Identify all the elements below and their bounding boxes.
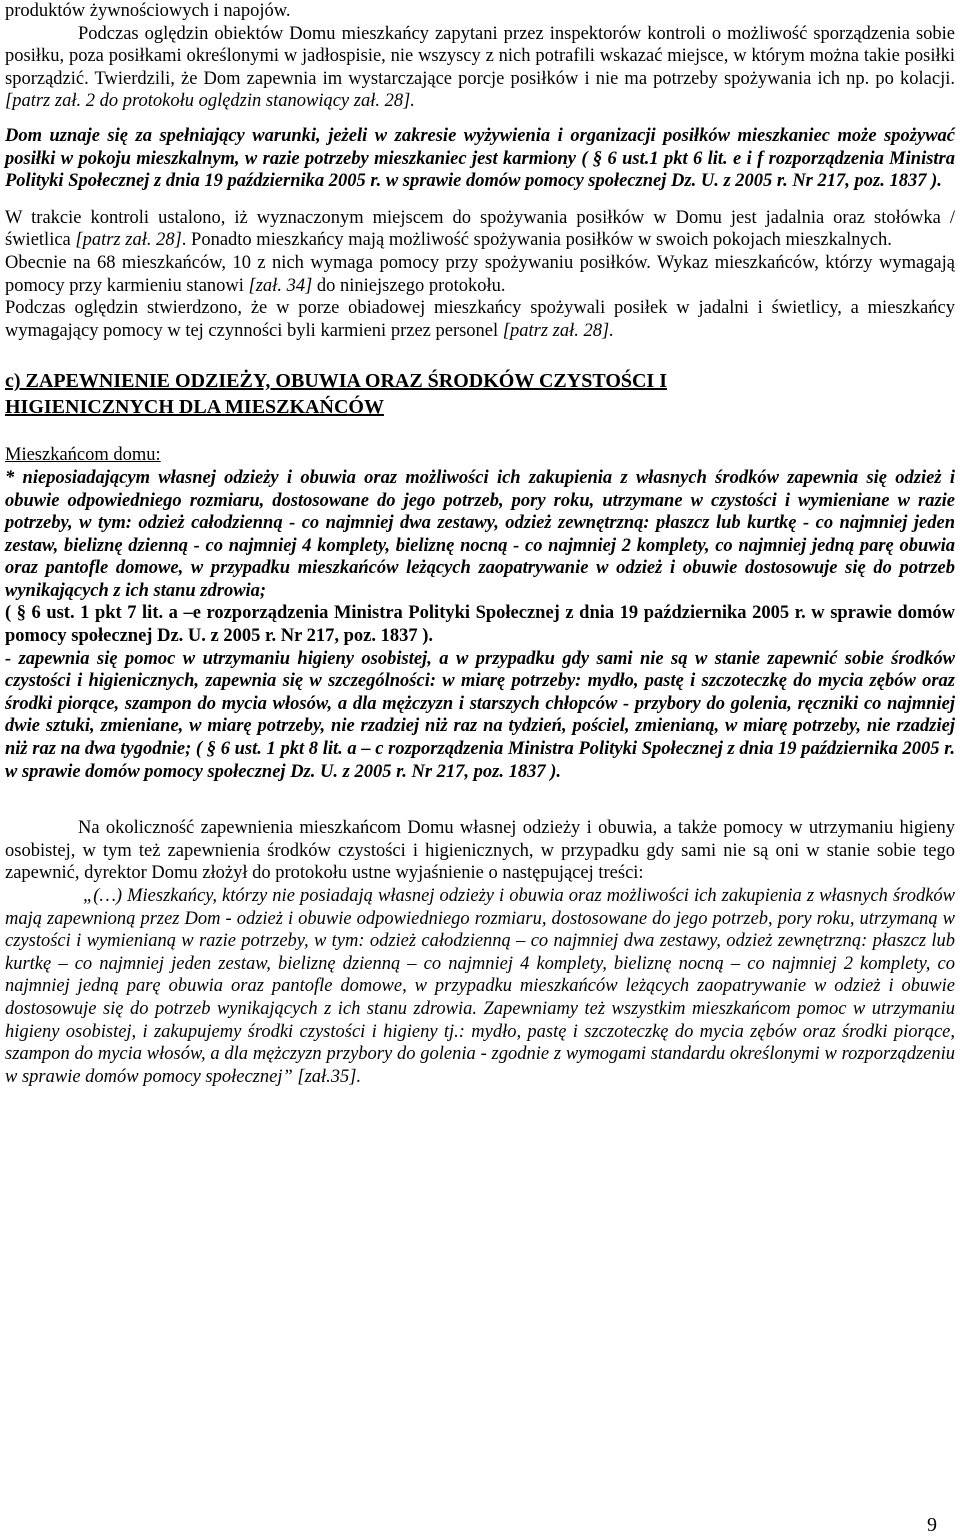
paragraph-hygiene: - zapewnia się pomoc w utrzymaniu higieny osobistej, a w przypadku gdy sami nie są w stanie zapewnić sobie środków czystości i higienicznych, zapewnia się w szczególności: w miarę potrzeby: mydło, pastę i szczoteczkę do mycia zębów oraz środki piorące, szampon do mycia włosów, a dla mężczyzn i starszych chłopców - przybory do golenia, ręczniki co najmniej dwie sztuki, zmieniane, w miarę potrzeby, nie rzadziej niż raz na tydzień, pościel, zmienianą, w miarę potrzeby, nie rzadziej niż raz na dwa tygodnie; ( § 6 ust. 1 pkt 8 lit. a – c rozporządzenia Ministra Polityki Społecznej z dnia 19 października 2005 r. w sprawie domów pomocy społecznej Dz. U. z 2005 r. Nr 217, poz. 1837 ). xyxy=(5,648,955,782)
paragraph-lunch xyxy=(5,297,955,342)
paragraph-residents xyxy=(5,252,955,297)
paragraph-control-text-b: . Ponadto mieszkańcy mają możliwość spożywania posiłków w swoich pokojach mieszkalnych. xyxy=(181,230,892,251)
document-page xyxy=(5,0,955,1088)
paragraph-residents-text-a: Obecnie na 68 mieszkańców, 10 z nich wymaga pomocy przy spożywaniu posiłków. Wykaz mieszkańców, którzy wymagają pomocy przy karmieniu stanowi xyxy=(5,252,955,296)
paragraph-director-intro: Na okoliczność zapewnienia mieszkańcom Domu własnej odzieży i obuwia, a także pomocy w utrzymaniu higieny osobistej, w tym też zapewnienia środków czystości i higienicznych, w przypadku gdy sami nie są oni w stanie sobie tego zapewnić, dyrektor Domu złożył do protokołu ustne wyjaśnienie o następującej treści: xyxy=(5,818,955,884)
paragraph-director-quote: „(…) Mieszkańcy, którzy nie posiadają własnej odzieży i obuwia oraz możliwości ich zakupienia z własnych środków mają zapewnioną przez Dom - odzież i obuwie odpowiedniego rozmiaru, dostosowane do jego potrzeb, pory roku, utrzymaną w czystości i wymienianą w razie potrzeby, w tym: odzież całodzienną – co najmniej dwa zestawy, odzież zewnętrzną: płaszcz lub kurtkę – co najmniej jeden zestaw, bieliznę dzienną – co najmniej 4 komplety, bieliznę nocną – co najmniej 2 komplety, co najmniej jedną parę obuwia oraz pantofle domowe, w przypadku mieszkańców leżących zaopatrywanie w odzież i obuwie dostosowuje się do potrzeb wynikających z ich stanu zdrowia. Zapewniamy też wszystkim mieszkańcom pomoc w utrzymaniu higieny osobistej, i zakupujemy środki czystości i higieny tj.: mydło, pastę i szczoteczkę do mycia zębów oraz środki piorące, szampon do mycia włosów, a dla mężczyzn przybory do golenia - zgodnie z wymogami standardu określonymi w rozporządzeniu w sprawie domów pomocy społecznej” [zał.35]. xyxy=(5,886,955,1087)
paragraph-clothing: * nieposiadającym własnej odzieży i obuwia oraz możliwości ich zakupienia z własnych środków zapewnia się odzież i obuwie odpowiedniego rozmiaru, dostosowane do jego potrzeb, pory roku, utrzymane w czystości i wymieniane w razie potrzeby, w tym: odzież całodzienną - co najmniej dwa zestawy, odzież zewnętrzną: płaszcz lub kurtkę - co najmniej jeden zestaw, bieliznę dzienną - co najmniej 4 komplety, bieliznę nocną - co najmniej 2 komplety, co najmniej jedną parę obuwia oraz pantofle domowe, w przypadku mieszkańców leżących zaopatrywanie w odzież i obuwie dostosowuje się do potrzeb wynikających z ich stanu zdrowia; xyxy=(5,467,955,601)
section-heading-line-2: HIGIENICZNYCH DLA MIESZKAŃCÓW xyxy=(5,396,384,419)
paragraph-control-text-a: W trakcie kontroli ustalono, iż wyznaczonym miejscem do spożywania posiłków w Domu jest jadalnia oraz stołówka / świetlica xyxy=(5,207,955,251)
paragraph-residents-reference: [zał. 34] xyxy=(248,275,313,296)
residents-label: Mieszkańcom domu: xyxy=(5,445,161,466)
paragraph-lunch-text: Podczas oględzin stwierdzono, że w porze obiadowej mieszkańcy spożywali posiłek w jadalni i świetlicy, a mieszkańcy wymagający pomocy w tej czynności byli karmieni przez personel xyxy=(5,298,955,341)
paragraph-residents-text-b: do niniejszego protokołu. xyxy=(312,275,506,296)
page-number: 9 xyxy=(927,1514,937,1536)
paragraph-lunch-reference: [patrz zał. 28]. xyxy=(502,320,614,341)
paragraph-control-reference: [patrz zał. 28] xyxy=(75,230,182,251)
paragraph-clothing-legal: ( § 6 ust. 1 pkt 7 lit. a –e rozporządzenia Ministra Polityki Społecznej z dnia 19 października 2005 r. w sprawie domów pomocy społecznej Dz. U. z 2005 r. Nr 217, poz. 1837 ). xyxy=(5,603,955,647)
paragraph-inspection xyxy=(5,23,955,113)
paragraph-conditions: Dom uznaje się za spełniający warunki, jeżeli w zakresie wyżywienia i organizacji posiłków mieszkaniec może spożywać posiłki w pokoju mieszkalnym, w razie potrzeby mieszkaniec jest karmiony ( § 6 ust.1 pkt 6 lit. e i f rozporządzenia Ministra Polityki Społecznej z dnia 19 października 2005 r. w sprawie domów pomocy społecznej Dz. U. z 2005 r. Nr 217, poz. 1837 ). xyxy=(5,125,955,192)
paragraph-control xyxy=(5,207,955,252)
paragraph-inspection-reference: [patrz zał. 2 do protokołu oględzin stanowiący zał. 28]. xyxy=(5,91,415,112)
section-heading-line-1: c) ZAPEWNIENIE ODZIEŻY, OBUWIA ORAZ ŚRODKÓW CZYSTOŚCI I xyxy=(5,370,668,393)
top-line: produktów żywnościowych i napojów. xyxy=(5,1,291,21)
paragraph-inspection-text: Podczas oględzin obiektów Domu mieszkańcy zapytani przez inspektorów kontroli o możliwość sporządzenia sobie posiłku, poza posiłkami określonymi w jadłospisie, nie wszyscy z nich potrafili wskazać miejsce, w którym można takie posiłki sporządzić. Twierdzili, że Dom zapewnia im wystarczające porcje posiłków i nie ma potrzeby spożywania ich np. po kolacji. xyxy=(5,23,955,89)
